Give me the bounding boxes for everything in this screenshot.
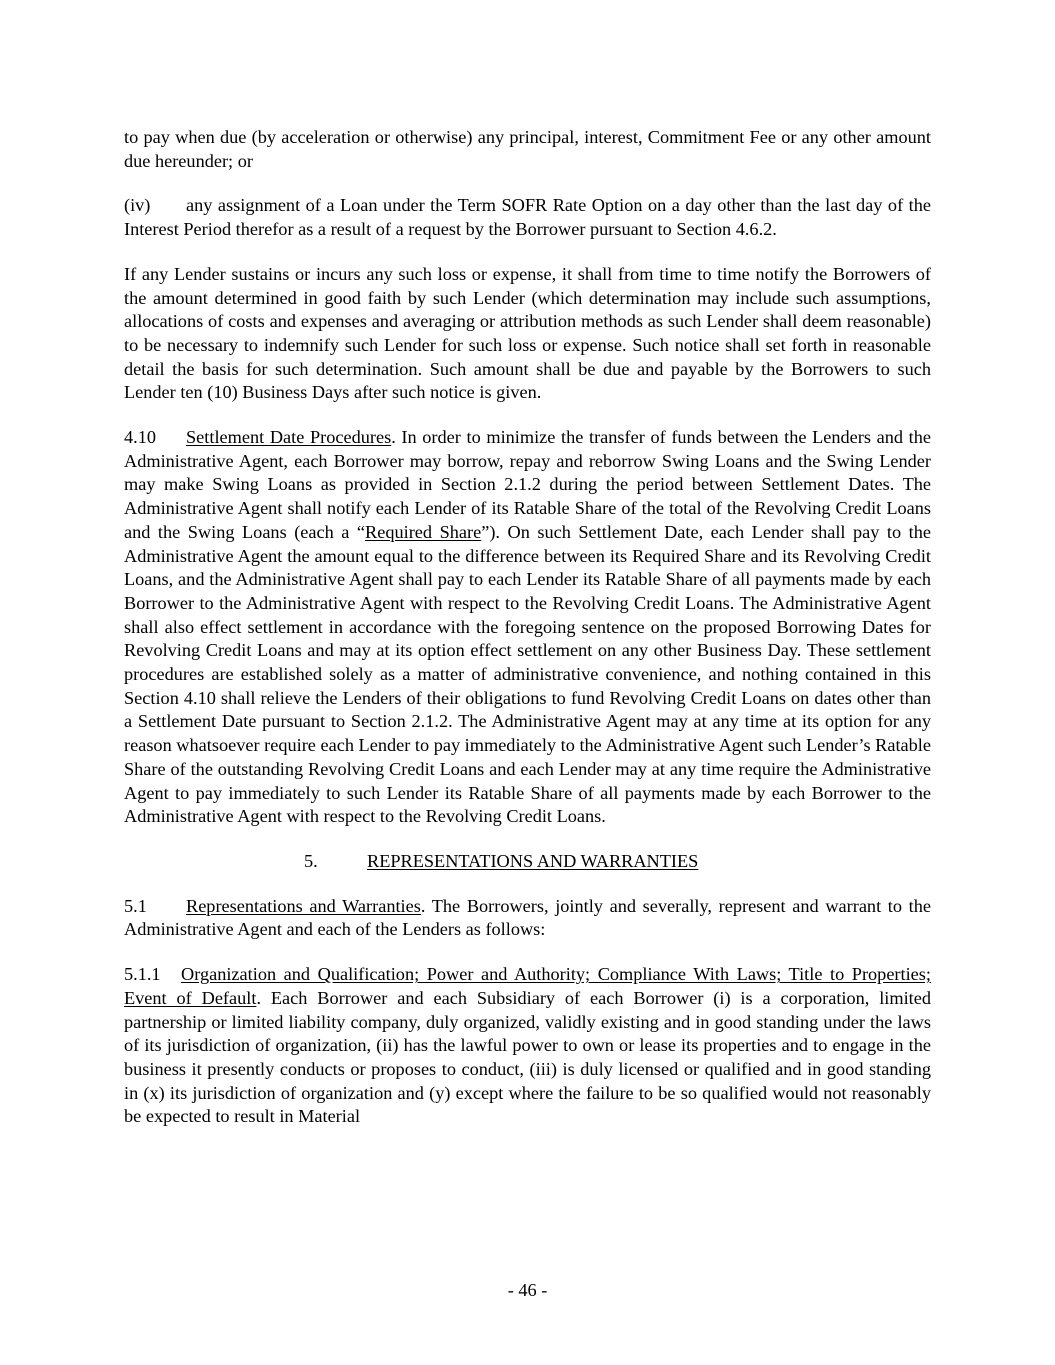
section-text: . Each Borrower and each Subsidiary of each Borrower (i) is a corporation, limited partnership or limited liability company, duly organized, validly existing and in good standing under the laws of its jurisdiction of organization, (ii) has the lawful power to own or lease its properties and to engage in the business it presently conducts or proposes to conduct, (iii) is duly licensed or qualified and in good standing in (x) its jurisdiction of organization and (y) except where the failure to be so qualified would not reasonably be expected to result in Material	[124, 987, 931, 1127]
section-5-1-1	[124, 963, 931, 1129]
section-title: Representations and Warranties	[186, 895, 421, 916]
section-text: . The Borrowers, jointly and severally, represent and warrant to the Administrative Agent and each of the Lenders as follows:	[124, 895, 931, 940]
section-number: 5.1	[124, 895, 147, 916]
section-title: Settlement Date Procedures	[186, 427, 392, 448]
paragraph-text: to pay when due (by acceleration or otherwise) any principal, interest, Commitment Fee or any other amount due hereunder; or	[124, 127, 931, 171]
clause-text: any assignment of a Loan under the Term SOFR Rate Option on a day other than the last day of the Interest Period therefor as a result of a request by the Borrower pursuant to Section 4.6.2.	[124, 195, 931, 240]
section-title: Organization and Qualification; Power and Authority; Compliance With Laws; Title to Properties; Event of Default	[124, 964, 931, 1008]
document-body	[124, 126, 931, 1150]
section-4-10	[124, 426, 931, 829]
clause-number: (iv)	[124, 195, 151, 216]
paragraph-loss-notice	[124, 263, 931, 405]
article-heading	[124, 850, 931, 874]
paragraph-continuation	[124, 126, 931, 173]
paragraph-clause-iv	[124, 194, 931, 241]
defined-term: Required Share	[365, 521, 482, 542]
article-number: 5.	[304, 850, 318, 871]
article-title: REPRESENTATIONS AND WARRANTIES	[367, 850, 699, 871]
page-number: - 46 -	[507, 1280, 548, 1300]
section-number: 5.1.1	[124, 964, 161, 985]
section-text: . In order to minimize the transfer of funds between the Lenders and the Administrative Agent, each Borrower may borrow, repay and reborrow Swing Loans and the Swing Lender may make Swing Loans as provided in Section 2.1.2 during the period between Settlement Dates. The Administrative Agent shall notify each Lender of its Ratable Share of the total of the Revolving Credit Loans and the Swing Loans (each a “	[124, 427, 931, 542]
section-5-1	[124, 895, 931, 942]
section-text: ”). On such Settlement Date, each Lender shall pay to the Administrative Agent the amount equal to the difference between its Required Share and its Revolving Credit Loans, and the Administrative Agent shall pay to each Lender its Ratable Share of all payments made by each Borrower to the Administrative Agent with respect to the Revolving Credit Loans. The Administrative Agent shall also effect settlement in accordance with the foregoing sentence on the proposed Borrowing Dates for Revolving Credit Loans and may at its option effect settlement on any other Business Day. These settlement procedures are established solely as a matter of administrative convenience, and nothing contained in this Section 4.10 shall relieve the Lenders of their obligations to fund Revolving Credit Loans on dates other than a Settlement Date pursuant to Section 2.1.2. The Administrative Agent may at any time at its option for any reason whatsoever require each Lender to pay immediately to the Administrative Agent such Lender’s Ratable Share of the outstanding Revolving Credit Loans and each Lender may at any time require the Administrative Agent to pay immediately to such Lender its Ratable Share of all payments made by each Borrower to the Administrative Agent with respect to the Revolving Credit Loans.	[124, 521, 931, 827]
paragraph-text: If any Lender sustains or incurs any such loss or expense, it shall from time to time notify the Borrowers of the amount determined in good faith by such Lender (which determination may include such assumptions, allocations of costs and expenses and averaging or attribution methods as such Lender shall deem reasonable) to be necessary to indemnify such Lender for such loss or expense. Such notice shall set forth in reasonable detail the basis for such determination. Such amount shall be due and payable by the Borrowers to such Lender ten (10) Business Days after such notice is given.	[124, 263, 931, 403]
section-number: 4.10	[124, 427, 156, 448]
